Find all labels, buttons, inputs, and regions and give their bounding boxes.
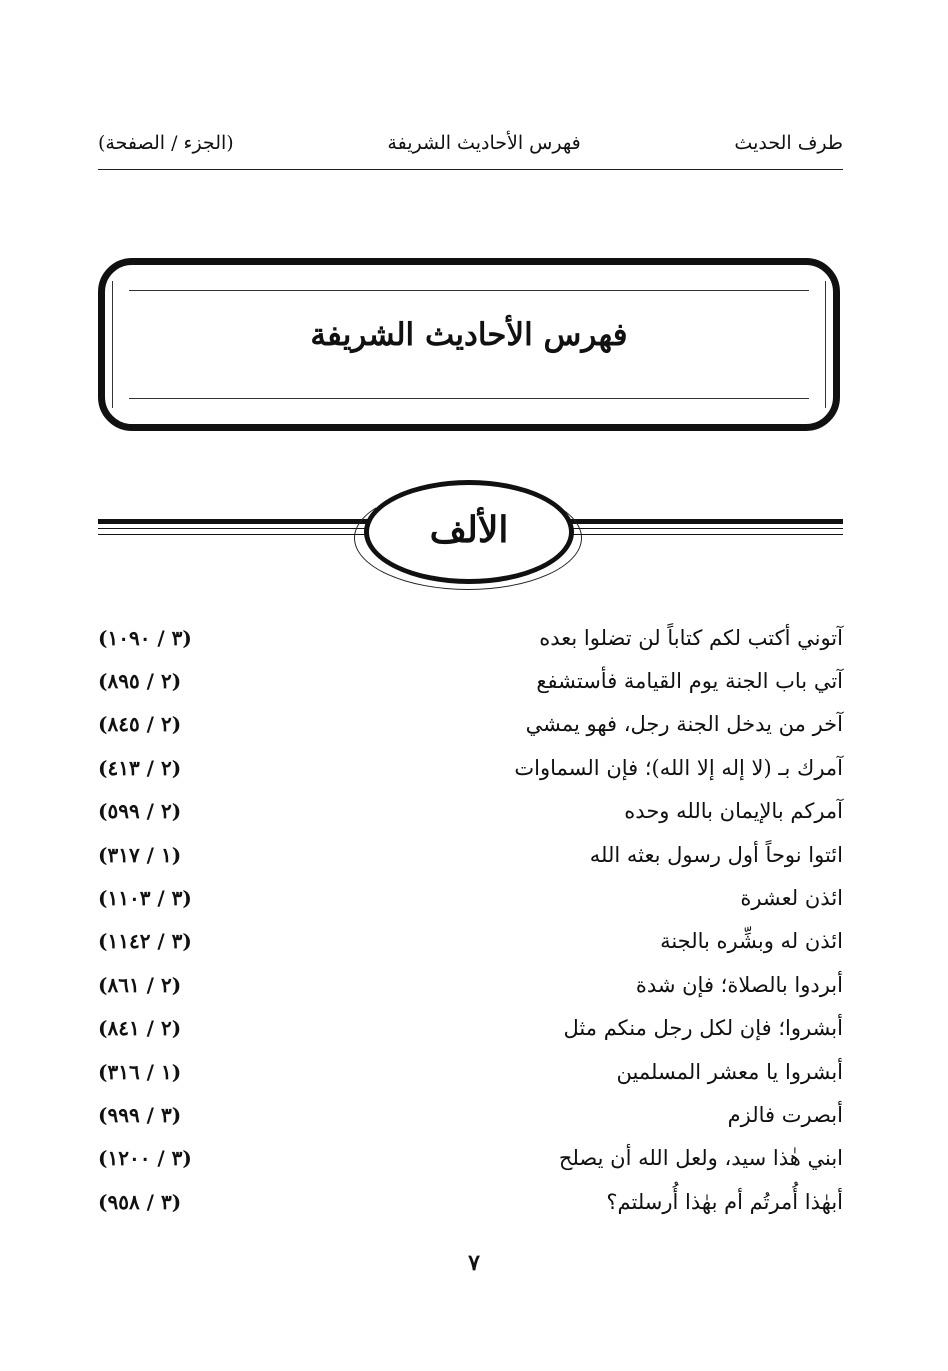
page-number: ٧ bbox=[468, 1250, 480, 1276]
entry-text: آمركم بالإيمان بالله وحده bbox=[624, 799, 843, 824]
entry-text: أبهٰذا أُمرتُم أم بهٰذا أُرسلتم؟ bbox=[606, 1189, 843, 1214]
entry-reference: (٢ / ٨٤١) bbox=[98, 1016, 182, 1041]
entry-reference: (٣ / ١١٠٣) bbox=[98, 886, 192, 911]
entry-text: أبشروا يا معشر المسلمين bbox=[616, 1059, 843, 1084]
running-header bbox=[98, 126, 843, 160]
entry-reference: (٢ / ٥٩٩) bbox=[98, 799, 182, 824]
title-frame-line-bottom bbox=[129, 398, 809, 399]
header-left-label: (الجزء / الصفحة) bbox=[98, 132, 234, 154]
list-item bbox=[98, 790, 843, 833]
list-item bbox=[98, 920, 843, 963]
entry-text: ائذن لعشرة bbox=[740, 886, 843, 911]
list-item bbox=[98, 963, 843, 1006]
entry-reference: (١ / ٣١٧) bbox=[98, 842, 182, 867]
title-frame bbox=[98, 258, 840, 431]
list-item bbox=[98, 659, 843, 702]
entry-text: أبردوا بالصلاة؛ فإن شدة bbox=[635, 972, 843, 997]
list-item bbox=[98, 1050, 843, 1093]
list-item bbox=[98, 876, 843, 919]
list-item bbox=[98, 833, 843, 876]
entry-reference: (٣ / ٩٩٩) bbox=[98, 1102, 182, 1127]
entry-text: ابني هٰذا سيد، ولعل الله أن يصلح bbox=[558, 1146, 843, 1171]
entry-reference: (١ / ٣١٦) bbox=[98, 1059, 182, 1084]
list-item bbox=[98, 746, 843, 789]
entry-text: آتي باب الجنة يوم القيامة فأستشفع bbox=[536, 669, 843, 694]
list-item bbox=[98, 1007, 843, 1050]
list-item bbox=[98, 703, 843, 746]
entry-reference: (٣ / ٩٥٨) bbox=[98, 1189, 182, 1214]
entry-text: أبشروا؛ فإن لكل رجل منكم مثل bbox=[563, 1016, 843, 1041]
entry-reference: (٣ / ١٢٠٠) bbox=[98, 1146, 192, 1171]
section-title: الألف bbox=[429, 509, 509, 551]
list-item bbox=[98, 1180, 843, 1223]
list-item bbox=[98, 1093, 843, 1136]
entry-reference: (٣ / ١٠٩٠) bbox=[98, 625, 192, 650]
entry-text: ائذن له وبشِّره بالجنة bbox=[660, 929, 843, 954]
header-rule bbox=[98, 169, 843, 170]
list-item bbox=[98, 1137, 843, 1180]
header-right-label: طرف الحديث bbox=[734, 132, 843, 154]
hadith-index-list bbox=[98, 616, 843, 1223]
entry-reference: (٢ / ٨٤٥) bbox=[98, 712, 182, 737]
entry-reference: (٢ / ٨٦١) bbox=[98, 972, 182, 997]
header-center-title: فهرس الأحاديث الشريفة bbox=[387, 132, 581, 154]
entry-text: أبصرت فالزم bbox=[727, 1102, 843, 1127]
entry-text: آمرك بـ (لا إله إلا الله)؛ فإن السماوات bbox=[514, 755, 843, 780]
entry-text: ائتوا نوحاً أول رسول بعثه الله bbox=[589, 842, 843, 867]
entry-reference: (٣ / ١١٤٢) bbox=[98, 929, 192, 954]
section-oval bbox=[364, 480, 574, 584]
entry-text: آتوني أكتب لكم كتاباً لن تضلوا بعده bbox=[539, 625, 843, 650]
title-frame-line-top bbox=[129, 290, 809, 291]
list-item bbox=[98, 616, 843, 659]
entry-reference: (٢ / ٨٩٥) bbox=[98, 669, 182, 694]
entry-text: آخر من يدخل الجنة رجل، فهو يمشي bbox=[525, 712, 843, 737]
page-title: فهرس الأحاديث الشريفة bbox=[310, 317, 628, 353]
entry-reference: (٢ / ٤١٣) bbox=[98, 755, 182, 780]
